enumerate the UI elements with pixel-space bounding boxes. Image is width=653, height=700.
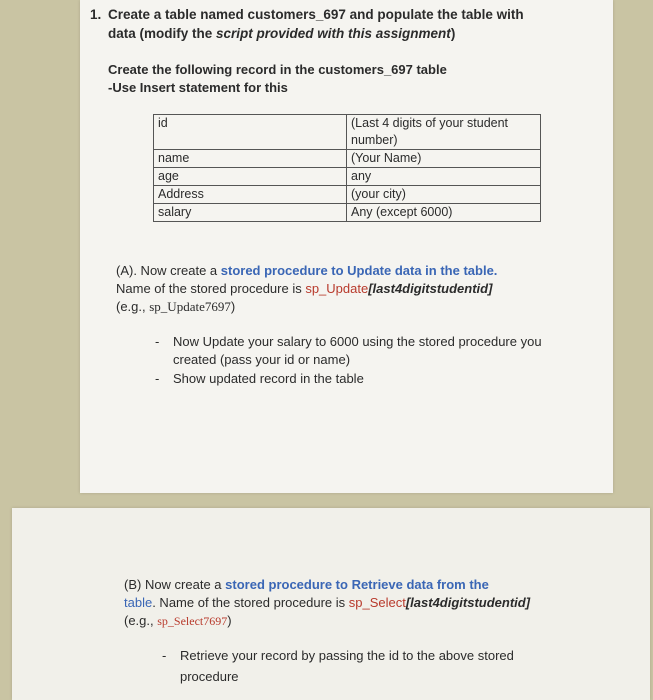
question-line-2-italic: script provided with this assignment (216, 26, 451, 41)
section-b-highlight-1: stored procedure to Retrieve data from the (225, 577, 489, 592)
section-a-bullet-1: Now Update your salary to 6000 using the stored procedure you created (pass your id or name) (173, 334, 542, 367)
question-line-2: data (modify the (108, 26, 217, 41)
table-row (154, 204, 541, 222)
record-table (153, 114, 541, 222)
section-a-proc-name: sp_Update (305, 281, 369, 296)
section-b-prefix: (B) Now create a (124, 577, 226, 592)
section-b-example-suffix: ) (227, 613, 232, 628)
list-item (155, 370, 548, 388)
question-line-1: Create a table named customers_697 and populate the table with (108, 7, 524, 22)
intro-line-2: -Use Insert statement for this (108, 80, 288, 95)
section-a-proc-suffix: [last4digitstudentid] (368, 281, 493, 296)
intro-text (108, 61, 447, 97)
section-a-line-2: Name of the stored procedure is (116, 281, 306, 296)
bullet-dash: - (162, 648, 167, 663)
table-value-cell: (your city) (347, 186, 541, 204)
section-b-proc-suffix: [last4digitstudentid] (405, 595, 531, 610)
table-value-cell: Any (except 6000) (347, 204, 541, 222)
table-value-cell: (Your Name) (347, 150, 541, 168)
section-b-highlight-2: table (124, 595, 153, 610)
section-b-proc-name: sp_Select (348, 595, 406, 610)
bullet-dash: - (155, 334, 160, 349)
table-value-cell: any (347, 168, 541, 186)
question-line-2-end: ) (450, 26, 456, 41)
table-key-cell: id (154, 115, 347, 150)
section-a-prefix: (A). Now create a (116, 263, 221, 278)
table-value-cell: (Last 4 digits of your student number) (347, 115, 541, 150)
question-heading (90, 5, 560, 43)
list-item (155, 333, 548, 369)
section-b-bullet-1: Retrieve your record by passing the id to the above stored procedure (180, 648, 514, 684)
table-key-cell: age (154, 168, 347, 186)
section-a-example-code: sp_Update7697 (149, 299, 231, 314)
table-row (154, 115, 541, 150)
table-row (154, 186, 541, 204)
intro-line-1: Create the following record in the customers_697 table (108, 62, 447, 77)
table-key-cell: Address (154, 186, 347, 204)
question-number: 1. (90, 7, 102, 22)
table-row (154, 150, 541, 168)
section-a (116, 262, 536, 316)
list-item (162, 645, 550, 687)
section-a-highlight: stored procedure to Update data in the table. (220, 263, 498, 278)
table-key-cell: salary (154, 204, 347, 222)
section-b (124, 576, 554, 630)
bullet-dash: - (155, 371, 160, 386)
section-a-bullet-2: Show updated record in the table (173, 371, 364, 386)
section-b-example-prefix: (e.g., (124, 613, 158, 628)
table-row (154, 168, 541, 186)
section-a-example-suffix: ) (230, 299, 236, 314)
section-b-example-code: sp_Select7697 (157, 614, 228, 628)
section-b-line-2: . Name of the stored procedure is (152, 595, 349, 610)
table-key-cell: name (154, 150, 347, 168)
section-a-example-prefix: (e.g., (116, 299, 150, 314)
